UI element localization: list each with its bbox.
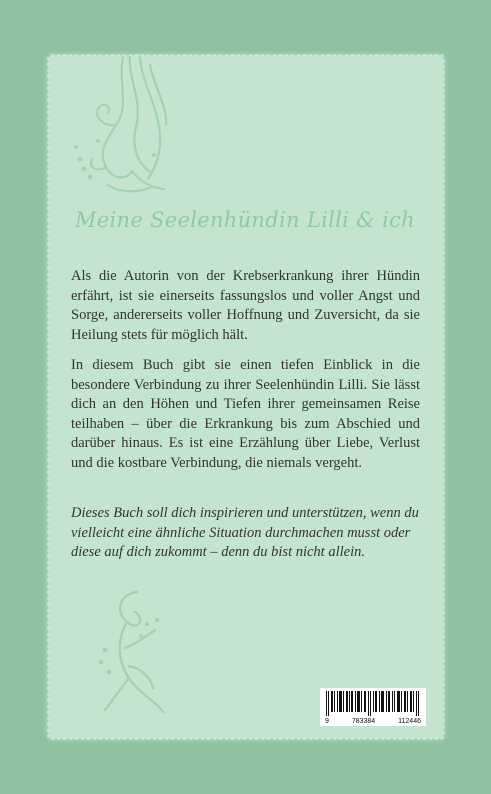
description-paragraph-2: In diesem Buch gibt sie einen tiefen Einblick in die besondere Verbindung zu ihrer Seelenhündin Lilli. Sie lässt dich an den Höhen und Tiefen ihrer gemeinsamen Reise teilhaben – über die Erkrankung bis zum Abschied und darüber hinaus. Es ist eine Erzählung über Liebe, Verlust und die kostbare Verbindung, die niemals vergeht. bbox=[71, 357, 420, 471]
barcode-group-2: 112446 bbox=[398, 718, 421, 725]
book-title: Meine Seelenhündin Lilli & ich bbox=[75, 208, 415, 232]
description-paragraph-1: Als die Autorin von der Krebserkrankung ihrer Hündin erfährt, ist sie einerseits fassungslos und voller Angst und Sorge, andererseits voller Hoffnung und Zuversicht, da sie Heilung stets für möglich hält. bbox=[71, 268, 420, 343]
flourish-ornament-icon bbox=[68, 55, 173, 195]
barcode-digits bbox=[320, 718, 426, 725]
flourish-ornament-icon bbox=[95, 588, 170, 718]
barcode-icon bbox=[324, 691, 422, 716]
description-paragraph-3: Dieses Buch soll dich inspirieren und unterstützen, wenn du vielleicht eine ähnliche Situation durchmachen musst oder diese auf dich zukommt – denn du bist nicht allein. bbox=[71, 505, 419, 560]
isbn-barcode bbox=[320, 688, 426, 726]
barcode-group-1: 783384 bbox=[351, 718, 376, 725]
barcode-prefix: 9 bbox=[325, 718, 329, 725]
